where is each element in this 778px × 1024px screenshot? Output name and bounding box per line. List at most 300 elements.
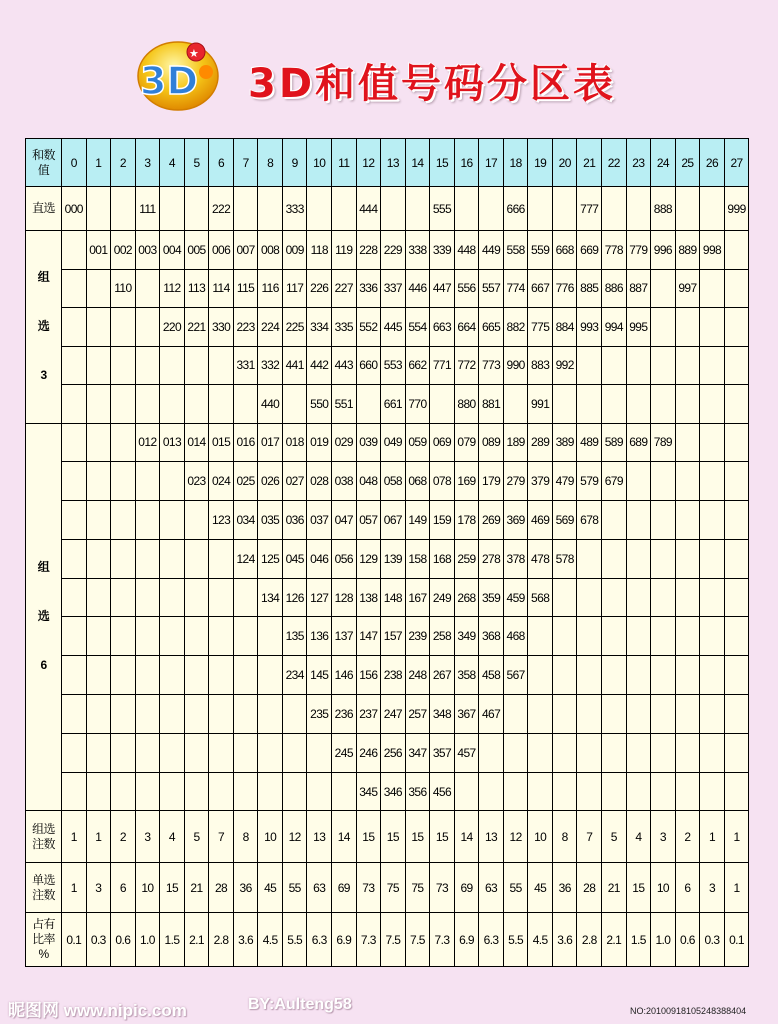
zuxuan6-cell: [233, 695, 258, 734]
zuxuan6-cell: [626, 462, 651, 501]
danxuan-count-cell: 69: [454, 863, 479, 913]
zuxuan6-cell: [651, 695, 676, 734]
zuxuan6-cell: 256: [381, 733, 406, 772]
sum-value-header: 18: [503, 139, 528, 187]
zuxuan6-cell: [602, 617, 627, 656]
zuxuan6-cell: 139: [381, 539, 406, 578]
zuxuan3-cell: [111, 346, 136, 385]
zuxuan6-cell: 389: [552, 423, 577, 462]
zuxuan6-cell: [160, 539, 185, 578]
ratio-cell: 4.5: [528, 913, 553, 967]
zuxuan6-cell: [184, 539, 209, 578]
zuxuan6-cell: 027: [282, 462, 307, 501]
zuxuan6-cell: [602, 772, 627, 811]
ratio-cell: 7.3: [430, 913, 455, 967]
sum-value-header: 17: [479, 139, 504, 187]
zuxuan3-cell: 771: [430, 346, 455, 385]
zuxuan6-cell: 346: [381, 772, 406, 811]
table-row: [26, 539, 749, 578]
danxuan-count-cell: 10: [651, 863, 676, 913]
zuxuan6-cell: [626, 656, 651, 695]
danxuan-count-cell: 3: [700, 863, 725, 913]
zuxuan3-cell: [209, 346, 234, 385]
zuxuan6-cell: 489: [577, 423, 602, 462]
table-row: [26, 733, 749, 772]
danxuan-count-cell: 55: [503, 863, 528, 913]
zuxuan3-cell: 446: [405, 269, 430, 308]
zuxuan3-cell: 441: [282, 346, 307, 385]
zuxuan6-cell: [62, 578, 87, 617]
zuxuan3-cell: [626, 346, 651, 385]
zuxuan3-cell: 116: [258, 269, 283, 308]
zuxuan-count-cell: 15: [430, 811, 455, 863]
zuxuan6-cell: [454, 772, 479, 811]
sum-value-header: 11: [332, 139, 357, 187]
zuxuan6-cell: [651, 539, 676, 578]
zuxuan3-cell: [724, 231, 749, 270]
zuxuan6-cell: [602, 695, 627, 734]
zuxuan6-cell: [86, 501, 111, 540]
zuxuan6-cell: 137: [332, 617, 357, 656]
zuxuan6-cell: 145: [307, 656, 332, 695]
zuxuan6-cell: 456: [430, 772, 455, 811]
zuxuan6-cell: [724, 578, 749, 617]
ratio-cell: 5.5: [282, 913, 307, 967]
zuxuan6-cell: [675, 733, 700, 772]
zuxuan6-cell: [233, 578, 258, 617]
zuxuan3-cell: 224: [258, 308, 283, 347]
zuxuan6-cell: 028: [307, 462, 332, 501]
zuxuan6-cell: [209, 539, 234, 578]
zuxuan3-cell: 881: [479, 385, 504, 424]
zuxuan6-cell: [602, 656, 627, 695]
zuxuan6-cell: [651, 772, 676, 811]
zuxuan6-cell: [62, 539, 87, 578]
zuxuan3-cell: [135, 346, 160, 385]
zuxuan6-cell: 034: [233, 501, 258, 540]
zuxuan6-cell: 068: [405, 462, 430, 501]
zuxuan6-cell: [233, 772, 258, 811]
zuxuan6-cell: 013: [160, 423, 185, 462]
zuxuan3-cell: 336: [356, 269, 381, 308]
zuxuan6-cell: 348: [430, 695, 455, 734]
table-row: [26, 139, 749, 187]
zuxuan-count-cell: 1: [62, 811, 87, 863]
zuxuan6-cell: [160, 656, 185, 695]
zuxuan6-cell: [160, 695, 185, 734]
zhixuan-cell: [405, 187, 430, 231]
zuxuan6-cell: 369: [503, 501, 528, 540]
sum-value-header: 16: [454, 139, 479, 187]
zuxuan6-cell: [577, 695, 602, 734]
zuxuan6-cell: [675, 656, 700, 695]
zuxuan3-cell: 663: [430, 308, 455, 347]
zhixuan-cell: [528, 187, 553, 231]
zuxuan6-cell: 079: [454, 423, 479, 462]
zuxuan6-cell: [184, 695, 209, 734]
zuxuan6-cell: 257: [405, 695, 430, 734]
zuxuan6-cell: [626, 539, 651, 578]
zuxuan6-cell: 089: [479, 423, 504, 462]
zuxuan6-cell: 056: [332, 539, 357, 578]
zuxuan3-cell: 994: [602, 308, 627, 347]
zuxuan6-cell: [62, 501, 87, 540]
zuxuan-count-cell: 1: [86, 811, 111, 863]
zuxuan6-cell: [111, 733, 136, 772]
zuxuan3-cell: 330: [209, 308, 234, 347]
row-label-line: 和数: [32, 147, 55, 162]
sum-value-header: 15: [430, 139, 455, 187]
danxuan-count-cell: 73: [430, 863, 455, 913]
danxuan-count-cell: 75: [381, 863, 406, 913]
zuxuan6-cell: 468: [503, 617, 528, 656]
zuxuan-count-cell: 3: [651, 811, 676, 863]
zuxuan3-cell: 228: [356, 231, 381, 270]
zuxuan6-cell: [258, 733, 283, 772]
row-label-line: 注数: [32, 836, 55, 851]
zuxuan6-cell: [675, 539, 700, 578]
zuxuan3-cell: 667: [528, 269, 553, 308]
zhixuan-cell: [479, 187, 504, 231]
ratio-cell: 3.6: [552, 913, 577, 967]
ratio-cell: 0.6: [111, 913, 136, 967]
zuxuan6-cell: [184, 656, 209, 695]
ratio-cell: 7.3: [356, 913, 381, 967]
zuxuan6-cell: 156: [356, 656, 381, 695]
row-label-line: 3: [40, 368, 47, 383]
zuxuan6-cell: 128: [332, 578, 357, 617]
ratio-cell: 6.9: [454, 913, 479, 967]
zuxuan3-cell: 774: [503, 269, 528, 308]
sum-value-header: 4: [160, 139, 185, 187]
sum-value-header: 10: [307, 139, 332, 187]
zuxuan6-cell: [651, 578, 676, 617]
danxuan-count-cell: 6: [111, 863, 136, 913]
danxuan-count-cell: 73: [356, 863, 381, 913]
zuxuan6-cell: 129: [356, 539, 381, 578]
zuxuan6-cell: 237: [356, 695, 381, 734]
page-header: [0, 0, 778, 135]
zuxuan3-label: [26, 231, 62, 424]
zuxuan3-cell: [724, 308, 749, 347]
zuxuan6-cell: [111, 423, 136, 462]
danxuan-count-cell: 55: [282, 863, 307, 913]
table-row: [26, 656, 749, 695]
sum-header-label: [26, 139, 62, 187]
zuxuan6-cell: [209, 617, 234, 656]
zuxuan3-cell: 339: [430, 231, 455, 270]
zuxuan6-cell: [111, 656, 136, 695]
zuxuan6-cell: 245: [332, 733, 357, 772]
zuxuan3-cell: 662: [405, 346, 430, 385]
zuxuan3-cell: [184, 346, 209, 385]
zuxuan6-cell: [528, 733, 553, 772]
zuxuan6-cell: 279: [503, 462, 528, 501]
zuxuan6-cell: [602, 733, 627, 772]
ratio-cell: 7.5: [405, 913, 430, 967]
zuxuan6-cell: 235: [307, 695, 332, 734]
table-row: [26, 863, 749, 913]
row-label-line: 值: [37, 162, 50, 177]
row-label-line: %: [38, 947, 49, 962]
zuxuan3-cell: [135, 385, 160, 424]
watermark-site: 昵图网 www.nipic.com: [8, 1001, 187, 1020]
zuxuan6-cell: [62, 617, 87, 656]
zuxuan3-cell: 225: [282, 308, 307, 347]
zuxuan6-cell: 178: [454, 501, 479, 540]
zuxuan3-cell: 660: [356, 346, 381, 385]
zuxuan6-cell: 149: [405, 501, 430, 540]
sum-value-header: 20: [552, 139, 577, 187]
zuxuan3-cell: 887: [626, 269, 651, 308]
zuxuan3-cell: 110: [111, 269, 136, 308]
zuxuan6-cell: [86, 539, 111, 578]
zuxuan6-cell: [626, 733, 651, 772]
zuxuan6-cell: 349: [454, 617, 479, 656]
zuxuan6-cell: [233, 656, 258, 695]
zuxuan6-cell: [675, 423, 700, 462]
zuxuan6-cell: [282, 695, 307, 734]
zuxuan-count-cell: 4: [626, 811, 651, 863]
zuxuan6-cell: 024: [209, 462, 234, 501]
ratio-cell: 1.0: [651, 913, 676, 967]
zuxuan6-cell: 579: [577, 462, 602, 501]
zuxuan6-cell: [282, 772, 307, 811]
table-row: [26, 913, 749, 967]
zuxuan6-cell: 039: [356, 423, 381, 462]
zuxuan3-cell: 220: [160, 308, 185, 347]
zuxuan6-cell: [528, 695, 553, 734]
table-row: [26, 772, 749, 811]
ratio-cell: 0.1: [724, 913, 749, 967]
danxuan-count-cell: 21: [602, 863, 627, 913]
zuxuan3-cell: 001: [86, 231, 111, 270]
zuxuan6-cell: [135, 733, 160, 772]
zuxuan6-cell: [135, 462, 160, 501]
zuxuan3-cell: 997: [675, 269, 700, 308]
zuxuan6-cell: [700, 501, 725, 540]
danxuan-count-cell: 63: [307, 863, 332, 913]
image-number: NO:20100918105248388404: [630, 1006, 747, 1016]
zuxuan6-cell: 123: [209, 501, 234, 540]
zuxuan6-cell: 234: [282, 656, 307, 695]
3d-logo-icon: [132, 36, 222, 112]
danxuan-count-cell: 15: [160, 863, 185, 913]
zhixuan-cell: 333: [282, 187, 307, 231]
ratio-cell: 4.5: [258, 913, 283, 967]
zuxuan6-cell: 179: [479, 462, 504, 501]
danxuan-count-cell: 1: [724, 863, 749, 913]
zuxuan3-cell: [602, 346, 627, 385]
zuxuan6-cell: 568: [528, 578, 553, 617]
zhixuan-cell: 777: [577, 187, 602, 231]
zuxuan3-cell: 883: [528, 346, 553, 385]
zuxuan6-cell: 035: [258, 501, 283, 540]
zuxuan6-cell: 026: [258, 462, 283, 501]
ratio-cell: 2.1: [602, 913, 627, 967]
zuxuan3-cell: 335: [332, 308, 357, 347]
zhixuan-cell: 666: [503, 187, 528, 231]
zuxuan6-cell: [724, 501, 749, 540]
zuxuan3-cell: [651, 269, 676, 308]
zuxuan6-cell: 038: [332, 462, 357, 501]
zuxuan3-cell: 557: [479, 269, 504, 308]
zuxuan-count-cell: 1: [724, 811, 749, 863]
zuxuan6-cell: 014: [184, 423, 209, 462]
zuxuan3-cell: [602, 385, 627, 424]
zuxuan6-cell: [86, 656, 111, 695]
zuxuan6-cell: 157: [381, 617, 406, 656]
table-row: [26, 423, 749, 462]
zuxuan3-cell: 443: [332, 346, 357, 385]
zuxuan6-cell: 058: [381, 462, 406, 501]
ratio-label: [26, 913, 62, 967]
zuxuan6-cell: [503, 772, 528, 811]
zuxuan6-cell: 146: [332, 656, 357, 695]
zuxuan3-cell: [675, 346, 700, 385]
zuxuan3-cell: [724, 385, 749, 424]
zuxuan3-cell: 005: [184, 231, 209, 270]
zuxuan6-cell: [700, 423, 725, 462]
ratio-cell: 5.5: [503, 913, 528, 967]
zuxuan6-cell: 049: [381, 423, 406, 462]
zuxuan6-cell: 567: [503, 656, 528, 695]
zuxuan6-cell: 246: [356, 733, 381, 772]
zuxuan6-cell: [724, 539, 749, 578]
zuxuan6-cell: [62, 772, 87, 811]
zuxuan3-cell: [577, 385, 602, 424]
zuxuan6-cell: 124: [233, 539, 258, 578]
zhixuan-cell: [111, 187, 136, 231]
zuxuan6-cell: [62, 656, 87, 695]
zuxuan3-cell: [700, 269, 725, 308]
zhixuan-cell: [602, 187, 627, 231]
zuxuan6-cell: 037: [307, 501, 332, 540]
sum-value-header: 9: [282, 139, 307, 187]
zhixuan-cell: [675, 187, 700, 231]
zuxuan3-cell: 223: [233, 308, 258, 347]
zhixuan-cell: [700, 187, 725, 231]
zuxuan6-cell: [160, 578, 185, 617]
zuxuan6-cell: 478: [528, 539, 553, 578]
zuxuan6-cell: 059: [405, 423, 430, 462]
zuxuan6-cell: [86, 617, 111, 656]
zuxuan6-cell: [86, 695, 111, 734]
zuxuan3-cell: 117: [282, 269, 307, 308]
zuxuan3-cell: 009: [282, 231, 307, 270]
table-row: [26, 231, 749, 270]
ratio-cell: 6.3: [479, 913, 504, 967]
zuxuan3-cell: 991: [528, 385, 553, 424]
row-label-line: 注数: [32, 887, 55, 902]
zuxuan6-cell: [724, 423, 749, 462]
ratio-cell: 1.0: [135, 913, 160, 967]
zuxuan6-cell: [209, 695, 234, 734]
ratio-cell: 2.1: [184, 913, 209, 967]
sum-value-header: 3: [135, 139, 160, 187]
zuxuan3-cell: 664: [454, 308, 479, 347]
zuxuan6-cell: 367: [454, 695, 479, 734]
zuxuan6-cell: 127: [307, 578, 332, 617]
zuxuan6-cell: [577, 578, 602, 617]
zuxuan6-cell: 268: [454, 578, 479, 617]
zuxuan-count-cell: 13: [479, 811, 504, 863]
zuxuan6-cell: [86, 578, 111, 617]
row-label-line: 组选: [32, 821, 55, 836]
zuxuan3-cell: 447: [430, 269, 455, 308]
zuxuan3-cell: 112: [160, 269, 185, 308]
zuxuan6-cell: [675, 772, 700, 811]
zuxuan6-cell: 148: [381, 578, 406, 617]
zuxuan-count-cell: 7: [577, 811, 602, 863]
zhixuan-cell: [184, 187, 209, 231]
zuxuan3-cell: [651, 346, 676, 385]
zuxuan6-cell: 357: [430, 733, 455, 772]
zuxuan3-cell: [86, 308, 111, 347]
zuxuan6-cell: 189: [503, 423, 528, 462]
zuxuan6-cell: [528, 772, 553, 811]
zuxuan6-cell: 457: [454, 733, 479, 772]
zuxuan3-cell: [700, 346, 725, 385]
zuxuan6-cell: [184, 772, 209, 811]
zuxuan6-cell: [111, 501, 136, 540]
zuxuan6-cell: 167: [405, 578, 430, 617]
zuxuan-count-cell: 5: [602, 811, 627, 863]
zuxuan6-cell: 467: [479, 695, 504, 734]
zuxuan6-cell: [111, 578, 136, 617]
zuxuan6-cell: [160, 772, 185, 811]
sum-value-header: 27: [724, 139, 749, 187]
zuxuan3-cell: [62, 269, 87, 308]
zuxuan6-cell: [209, 578, 234, 617]
zuxuan6-cell: [258, 695, 283, 734]
zuxuan6-cell: 015: [209, 423, 234, 462]
zuxuan6-cell: [724, 772, 749, 811]
zuxuan3-cell: 668: [552, 231, 577, 270]
zuxuan-count-cell: 7: [209, 811, 234, 863]
zhixuan-cell: [626, 187, 651, 231]
zuxuan6-cell: [552, 733, 577, 772]
zuxuan3-cell: 772: [454, 346, 479, 385]
zuxuan3-cell: 003: [135, 231, 160, 270]
zhixuan-cell: 555: [430, 187, 455, 231]
zuxuan6-cell: 356: [405, 772, 430, 811]
zuxuan6-cell: [675, 501, 700, 540]
zuxuan6-cell: [528, 656, 553, 695]
zuxuan3-cell: [86, 385, 111, 424]
zuxuan6-cell: [577, 539, 602, 578]
zuxuan6-cell: [135, 656, 160, 695]
row-label-line: 选: [37, 609, 50, 624]
zuxuan6-cell: [577, 733, 602, 772]
sum-value-header: 22: [602, 139, 627, 187]
zuxuan3-cell: 004: [160, 231, 185, 270]
zhixuan-cell: 111: [135, 187, 160, 231]
table-row: [26, 501, 749, 540]
table-row: [26, 695, 749, 734]
zuxuan6-cell: [62, 462, 87, 501]
zuxuan6-cell: [62, 695, 87, 734]
zhixuan-cell: 000: [62, 187, 87, 231]
zuxuan6-cell: [503, 695, 528, 734]
ratio-cell: 1.5: [160, 913, 185, 967]
ratio-cell: 2.8: [209, 913, 234, 967]
zuxuan6-cell: [86, 423, 111, 462]
zuxuan6-cell: [135, 578, 160, 617]
zuxuan6-cell: [160, 501, 185, 540]
table-row: [26, 187, 749, 231]
danxuan-count-cell: 3: [86, 863, 111, 913]
